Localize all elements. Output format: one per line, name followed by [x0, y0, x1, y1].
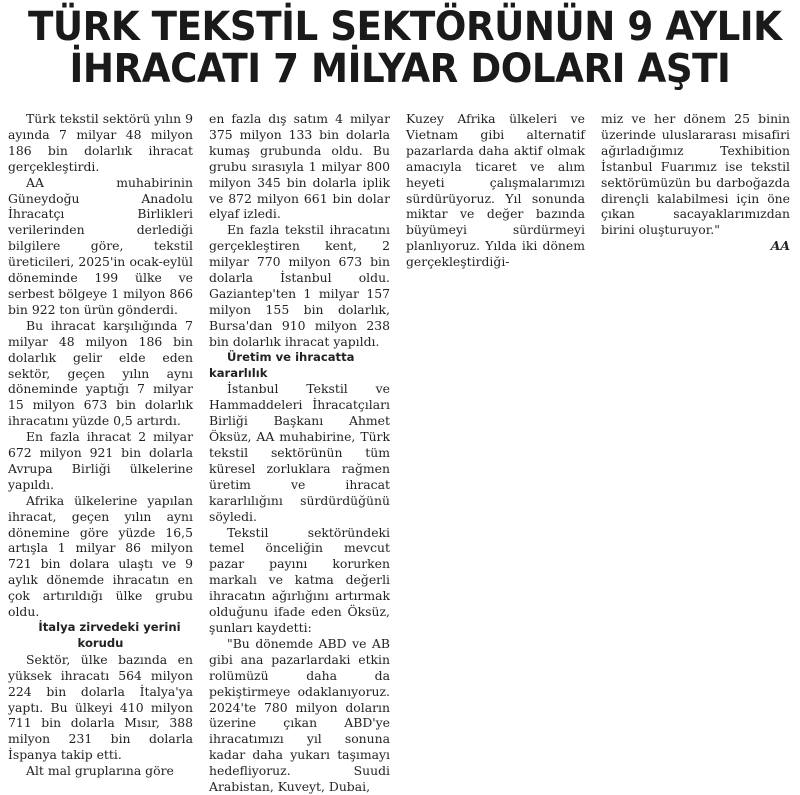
subheading: Üretim ve ihracatta kararlılık [209, 349, 355, 380]
paragraph: "Bu dönemde ABD ve AB gibi ana pazarlardaki etkin rolümüzü daha da pekiştirmeye odaklanıyoruz. 2024'te 780 milyon doların üzerine çıkan ABD'ye ihracatımızı yıl sonuna kadar daha yukarı taşımayı hedefliyoruz. Suudi Arabistan, Kuveyt, Dubai, [209, 635, 390, 795]
paragraph: En fazla ihracat 2 milyar 672 milyon 921 bin dolarla Avrupa Birliği ülkelerine yapıldı. [8, 429, 193, 492]
paragraph: Afrika ülkelerine yapılan ihracat, geçen yılın aynı dönemine göre yüzde 16,5 artışla 1 milyar 86 milyon 721 bin dolara ulaştı ve 9 aylık dönemde ihracatın en çok artırıldığı ülke grubu oldu. [8, 492, 193, 620]
headline-line-2: İHRACATI 7 MİLYAR DOLARI AŞTI [69, 46, 731, 92]
paragraph: Alt mal gruplarına göre [26, 763, 174, 779]
paragraph: AA muhabirinin Güneydoğu Anadolu İhracatçı Birlikleri verilerinden derlediği bilgilere göre, tekstil üreticileri, 2025'in ocak-eylül döneminde 199 ülke ve serbest bölgeye 1 milyon 866 bin 922 ton ürün gönderdi. [8, 174, 193, 317]
headline-line-1: TÜRK TEKSTİL SEKTÖRÜNÜN 9 AYLIK [28, 4, 782, 50]
article-column-4 [601, 111, 790, 254]
paragraph: Bu ihracat karşılığında 7 milyar 48 milyon 186 bin dolarlık gelir elde eden sektör, geçen yılın aynı döneminde yaptığı 7 milyar 15 milyon 673 bin dolarlık ihracatını yüzde 0,5 artırdı. [8, 317, 193, 429]
paragraph: en fazla dış satım 4 milyar 375 milyon 133 bin dolarla kumaş grubunda oldu. Bu grubu sırasıyla 1 milyar 800 milyon 345 bin dolarla iplik ve 872 milyon 661 bin dolar elyaf izledi. [209, 111, 390, 222]
article-column-2 [209, 111, 390, 795]
paragraph: Türk tekstil sektörü yılın 9 ayında 7 milyar 48 milyon 186 bin dolarlık ihracat gerçekleştirdi. [8, 111, 193, 174]
agency-signature: AA [770, 238, 790, 254]
paragraph: Tekstil sektöründeki temel önceliğin mevcut pazar payını korurken markalı ve katma değerli ihracatın ağırlığını artırmak olduğunu ifade eden Öksüz, şunları kaydetti: [209, 524, 390, 635]
article-column-1 [8, 111, 193, 779]
subheading: İtalya zirvedeki yerini korudu [38, 620, 181, 650]
paragraph: En fazla tekstil ihracatını gerçekleştiren kent, 2 milyar 770 milyon 673 bin dolarla İstanbul oldu. Gaziantep'ten 1 milyar 157 milyon 155 bin dolarlık, Bursa'dan 910 milyon 238 bin dolarlık ihracat yapıldı. [209, 222, 390, 349]
paragraph: Sektör, ülke bazında en yüksek ihracatı 564 milyon 224 bin dolarla İtalya'ya yaptı. Bu ülkeyi 410 milyon 711 bin dolarla Mısır, 388 milyon 231 bin dolarla İspanya takip etti. [8, 651, 193, 763]
article-column-3 [406, 111, 585, 270]
paragraph: İstanbul Tekstil ve Hammaddeleri İhracatçıları Birliği Başkanı Ahmet Öksüz, AA muhabirine, Türk tekstil sektörünün tüm küresel zorluklara rağmen üretim ve ihracat kararlılığını sürdürdüğünü söyledi. [209, 381, 390, 524]
headline [28, 4, 782, 92]
paragraph: Kuzey Afrika ülkeleri ve Vietnam gibi alternatif pazarlarda daha aktif olmak amacıyla ticaret ve alım heyeti çalışmalarımızı sürdürüyoruz. Yıl sonunda miktar ve değer bazında büyümeyi sürdürmeyi planlıyoruz. Yılda iki dönem gerçekleştirdiği- [406, 111, 585, 270]
paragraph: miz ve her dönem 25 binin üzerinde uluslararası misafiri ağırladığımız Texhibition İstanbul Fuarımız ise tekstil sektörümüzün bu darboğazda dirençli kalabilmesi için öne çıkan sacayaklarımızdan birini oluşturuyor." [601, 111, 790, 238]
